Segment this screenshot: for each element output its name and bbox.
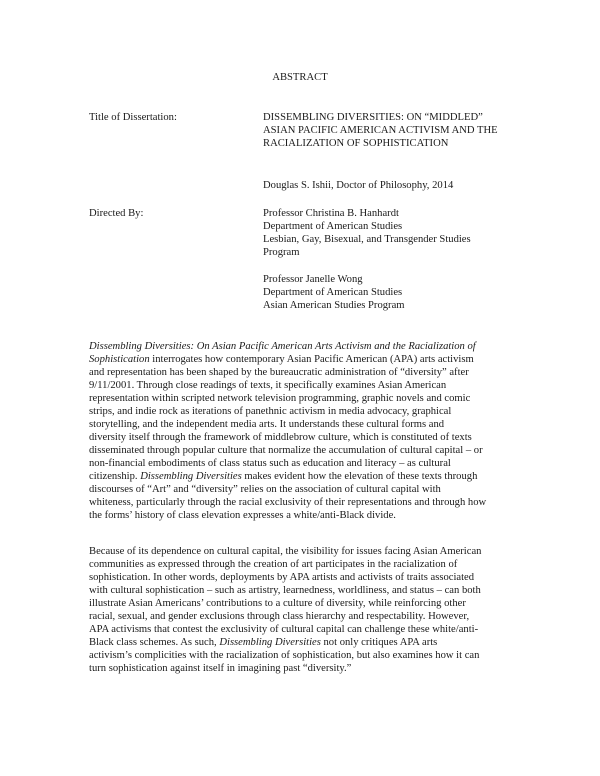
p1-line-3: and representation has been shaped by the bureaucratic administration of “diversity” after (89, 367, 469, 378)
p1-line-11-italic: Dissembling Diversities (140, 471, 242, 482)
p2-line-6: racial, sexual, and gender exclusions through class hierarchy and respectability. However, (89, 611, 470, 622)
p1-line-7: storytelling, and the independent media arts. It understands these cultural forms and (89, 419, 445, 430)
p1-line-2-italic: Sophistication (89, 354, 150, 365)
p2-line-5: illustrate Asian Americans’ contributions to a culture of diversity, while reinforcing other (89, 598, 466, 609)
title-line-3: RACIALIZATION OF SOPHISTICATION (263, 138, 449, 149)
p2-line-4: with cultural sophistication – such as artistry, learnedness, worldliness, and status – can both (89, 585, 481, 596)
p1-line-11-pre: citizenship. (89, 471, 141, 482)
abstract-heading: ABSTRACT (272, 72, 328, 83)
author-line: Douglas S. Ishii, Doctor of Philosophy, 2014 (263, 180, 454, 191)
p2-line-7: APA activisms that contest the exclusivity of cultural capital can challenge these white/anti- (89, 624, 479, 635)
p2-line-8-text: not only critiques APA arts (320, 637, 438, 648)
advisor2-name: Professor Janelle Wong (263, 274, 363, 285)
advisor2-program: Asian American Studies Program (263, 300, 405, 311)
advisor1-program-cont: Program (263, 247, 300, 258)
p1-line-8: diversity itself through the framework of middlebrow culture, which is constituted of texts (89, 432, 472, 443)
p2-line-10: turn sophistication against itself in imagining past “diversity.” (89, 663, 352, 674)
p1-line-1: Dissembling Diversities: On Asian Pacific American Arts Activism and the Racialization of (89, 341, 476, 352)
title-line-1: DISSEMBLING DIVERSITIES: ON “MIDDLED” (263, 112, 483, 123)
p1-line-11-text: makes evident how the elevation of these texts through (241, 471, 478, 482)
p1-line-4: 9/11/2001. Through close readings of texts, it specifically examines Asian American (89, 380, 447, 391)
p2-line-8-italic: Dissembling Diversities (219, 637, 321, 648)
p2-line-9: activism’s complicities with the racialization of sophistication, but also examines how it can (89, 650, 480, 661)
advisor1-dept: Department of American Studies (263, 221, 403, 232)
advisor1-name: Professor Christina B. Hanhardt (263, 208, 399, 219)
p1-line-11 (89, 471, 477, 483)
p2-line-1: Because of its dependence on cultural capital, the visibility for issues facing Asian American (89, 546, 482, 557)
p2-line-8-pre: Black class schemes. As such, (89, 637, 220, 648)
advisor2-dept: Department of American Studies (263, 287, 403, 298)
p1-line-12: discourses of “Art” and “diversity” relies on the association of cultural capital with (89, 484, 441, 495)
p2-line-2: communities as expressed through the creation of art participates in the racialization of (89, 559, 458, 570)
directed-by-label: Directed By: (89, 208, 144, 219)
p1-line-2 (89, 354, 474, 366)
p1-line-13: whiteness, particularly through the racial exclusivity of their representations and through how (89, 497, 487, 508)
p2-line-3: sophistication. In other words, deployments by APA artists and activists of traits associated (89, 572, 475, 583)
title-line-2: ASIAN PACIFIC AMERICAN ACTIVISM AND THE (263, 125, 498, 136)
p1-line-10: non-financial embodiments of class status such as education and literacy – as cultural (89, 458, 451, 469)
p1-line-6: strips, and indie rock as iterations of panethnic activism in media advocacy, graphical (89, 406, 452, 417)
p1-line-9: disseminated through popular culture that normalize the accumulation of cultural capital – or (89, 445, 483, 456)
p1-line-5: representation within scripted network television programming, graphic novels and comic (89, 393, 471, 404)
p1-line-2-text: interrogates how contemporary Asian Pacific American (APA) arts activism (149, 354, 474, 365)
advisor1-program: Lesbian, Gay, Bisexual, and Transgender Studies (263, 234, 471, 245)
title-label: Title of Dissertation: (89, 112, 177, 123)
p2-line-8 (89, 637, 437, 649)
p1-line-14: the forms’ history of class elevation expresses a white/anti-Black divide. (89, 510, 396, 521)
